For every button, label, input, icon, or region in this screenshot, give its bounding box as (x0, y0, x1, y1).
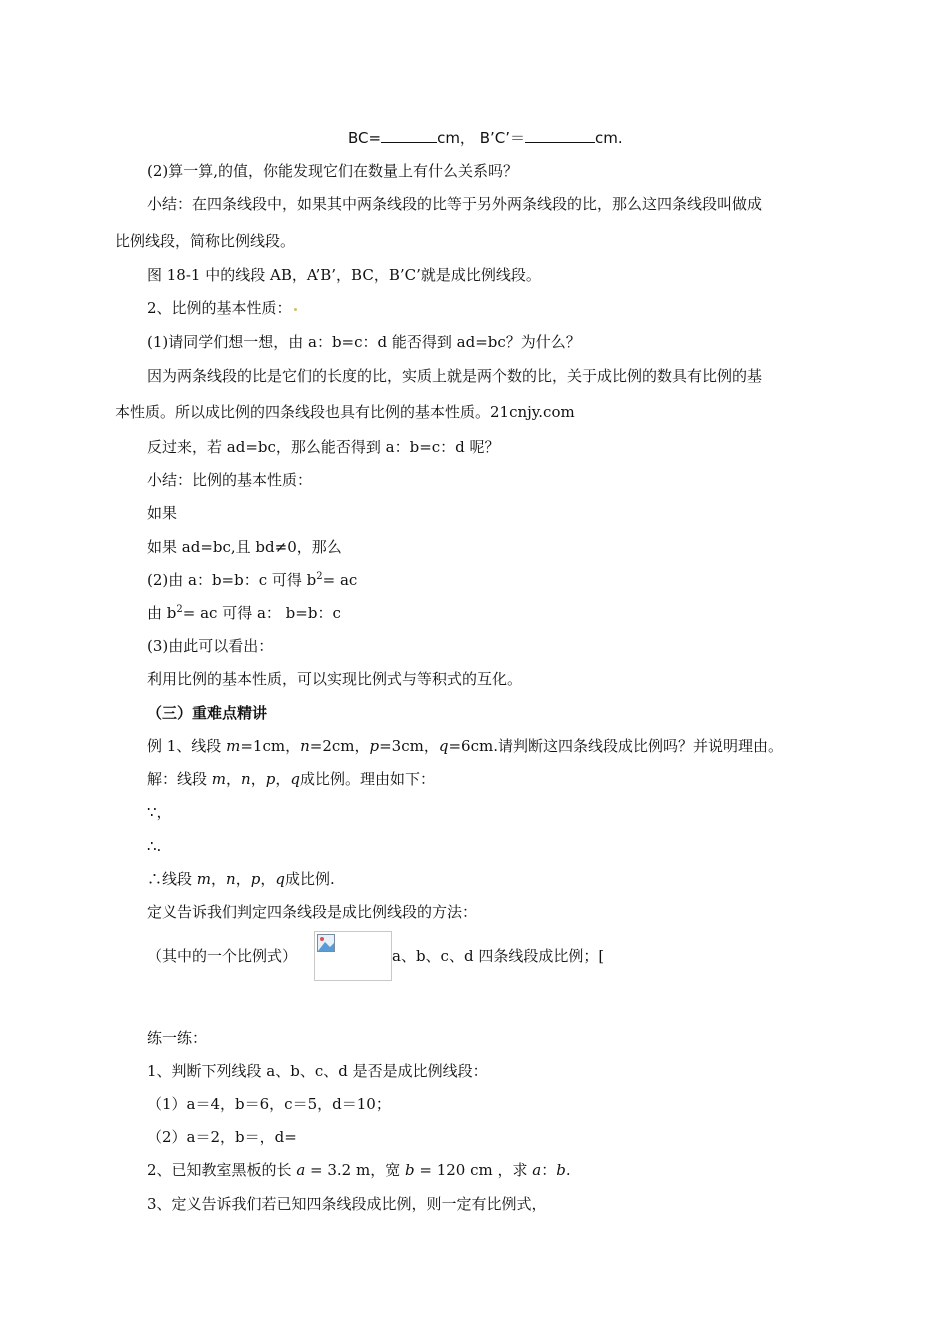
var-q: q (290, 770, 300, 788)
bc-label: BC= (348, 129, 382, 147)
practice-q1-part2: （2）a＝2，b＝，d= (147, 1128, 297, 1146)
text-line-9-a: 反过来，若 ad=bc，那么能否得到 a：b=c： (147, 438, 456, 456)
text-line-14-a: 由 b (147, 604, 177, 622)
text-line-6: (1)请同学们想一想，由 a：b=c：d 能否得到 ad=bc？为什么？ (147, 333, 581, 351)
var-q: q (275, 870, 285, 888)
text-line-16: 利用比例的基本性质，可以实现比例式与等积式的互化。 (147, 670, 523, 688)
text-line-9 (147, 437, 500, 457)
text-line-3: 比例线段，简称比例线段。 (115, 232, 296, 250)
text-line-13 (147, 570, 357, 590)
practice-q1-part1 (147, 1094, 391, 1114)
solution-prefix: 解：线段 (147, 770, 212, 788)
ratio-form-label: （其中的一个比例式） (147, 947, 298, 965)
practice-q1-part1-a: （1）a＝4，b＝6，c＝5， (147, 1095, 333, 1113)
header-line (348, 128, 623, 148)
text-line-5-text: 2、比例的基本性质： (147, 299, 292, 317)
practice-q1: 1、判断下列线段 a、b、c、d 是否是成比例线段： (147, 1062, 488, 1080)
practice-q2 (147, 1160, 571, 1180)
separator: ， (235, 870, 251, 888)
var-n: n (300, 737, 310, 755)
example-1-part-e: =6cm.请判断这四条线段成比例吗？并说明理由。 (448, 737, 783, 755)
var-m: m (196, 870, 212, 888)
cm-unit-1: cm， (437, 129, 475, 147)
text-line-9-b: d 呢？ (455, 438, 500, 456)
example-1-prefix: 例 1、线段 (147, 737, 227, 755)
broken-image-icon (317, 934, 335, 952)
text-line-8: 本性质。所以成比例的四条线段也具有比例的基本性质。21cnjy.com (115, 403, 575, 421)
conclusion-suffix: 成比例. (284, 870, 335, 888)
solution-line (147, 769, 435, 789)
stray-dot (294, 308, 297, 311)
text-line-14-b: = ac 可得 a： b=b：c (182, 604, 341, 622)
text-line-14 (147, 603, 341, 623)
practice-heading: 练一练： (147, 1029, 208, 1047)
blank-bc-prime (525, 128, 595, 143)
text-line-12: 如果 ad=bc,且 bd≠0，那么 (147, 538, 342, 556)
example-1-part-d: =3cm， (379, 737, 439, 755)
text-line-2: 小结：在四条线段中，如果其中两条线段的比等于另外两条线段的比，那么这四条线段叫做成 (147, 195, 763, 213)
text-line-13-b: = ac (322, 571, 358, 589)
bc-prime-label: B’C’＝ (479, 129, 526, 147)
blank-bc (381, 128, 437, 143)
separator: ， (211, 870, 227, 888)
solution-suffix: 成比例。理由如下： (299, 770, 435, 788)
var-p: p (250, 870, 261, 888)
practice-q3 (147, 1194, 547, 1214)
example-1-part-c: =2cm， (309, 737, 370, 755)
var-b: b (556, 1161, 566, 1179)
var-n: n (241, 770, 251, 788)
conclusion-prefix: ∴线段 (147, 870, 197, 888)
cm-unit-2: cm. (595, 129, 623, 147)
var-m: m (211, 770, 227, 788)
separator: ， (275, 770, 291, 788)
practice-q2-a: 2、已知教室黑板的长 (147, 1161, 297, 1179)
because-line: ∵， (147, 803, 172, 821)
separator: ， (260, 870, 276, 888)
var-m: m (226, 737, 241, 755)
var-b: b (405, 1161, 415, 1179)
text-line-11: 如果 (147, 504, 178, 522)
separator: ， (250, 770, 266, 788)
var-p: p (265, 770, 276, 788)
broken-image-placeholder (314, 931, 392, 981)
superscript-2: 2 (316, 571, 323, 582)
example-1-part-b: =1cm， (240, 737, 301, 755)
practice-q3-b: 若已知四条线段成比例，则一定有比例式， (261, 1195, 547, 1213)
text-line-4: 图 18-1 中的线段 AB，A’B’，BC，B’C’就是成比例线段。 (147, 266, 541, 284)
text-line-15: (3)由此可以看出： (147, 637, 274, 655)
separator: ： (541, 1161, 557, 1179)
example-1-line (147, 736, 783, 756)
var-p: p (369, 737, 380, 755)
text-line-5 (147, 298, 299, 318)
separator: ， (226, 770, 242, 788)
definition-line: 定义告诉我们判定四条线段是成比例线段的方法： (147, 903, 478, 921)
ratio-form-text: a、b、c、d 四条线段成比例；[ (392, 947, 605, 965)
var-n: n (226, 870, 236, 888)
text-line-13-a: (2)由 a：b=b：c 可得 b (147, 571, 317, 589)
conclusion-line (147, 869, 335, 889)
superscript-2: 2 (176, 604, 183, 615)
therefore-line: ∴. (147, 837, 162, 855)
var-a: a (296, 1161, 306, 1179)
practice-q1-part1-b: d＝10； (332, 1095, 391, 1113)
text-line-10: 小结：比例的基本性质： (147, 471, 313, 489)
practice-q3-a: 3、定义告诉我们 (147, 1195, 262, 1213)
var-a: a (532, 1161, 542, 1179)
practice-q2-c: = 120 cm ，求 (414, 1161, 533, 1179)
period: . (565, 1161, 571, 1179)
text-line-1: (2)算一算,的值，你能发现它们在数量上有什么关系吗？ (147, 162, 519, 180)
practice-q2-b: = 3.2 m，宽 (305, 1161, 405, 1179)
text-line-7: 因为两条线段的比是它们的长度的比，实质上就是两个数的比，关于成比例的数具有比例的基 (147, 367, 763, 385)
section-heading: （三）重难点精讲 (147, 704, 268, 722)
var-q: q (438, 737, 449, 755)
